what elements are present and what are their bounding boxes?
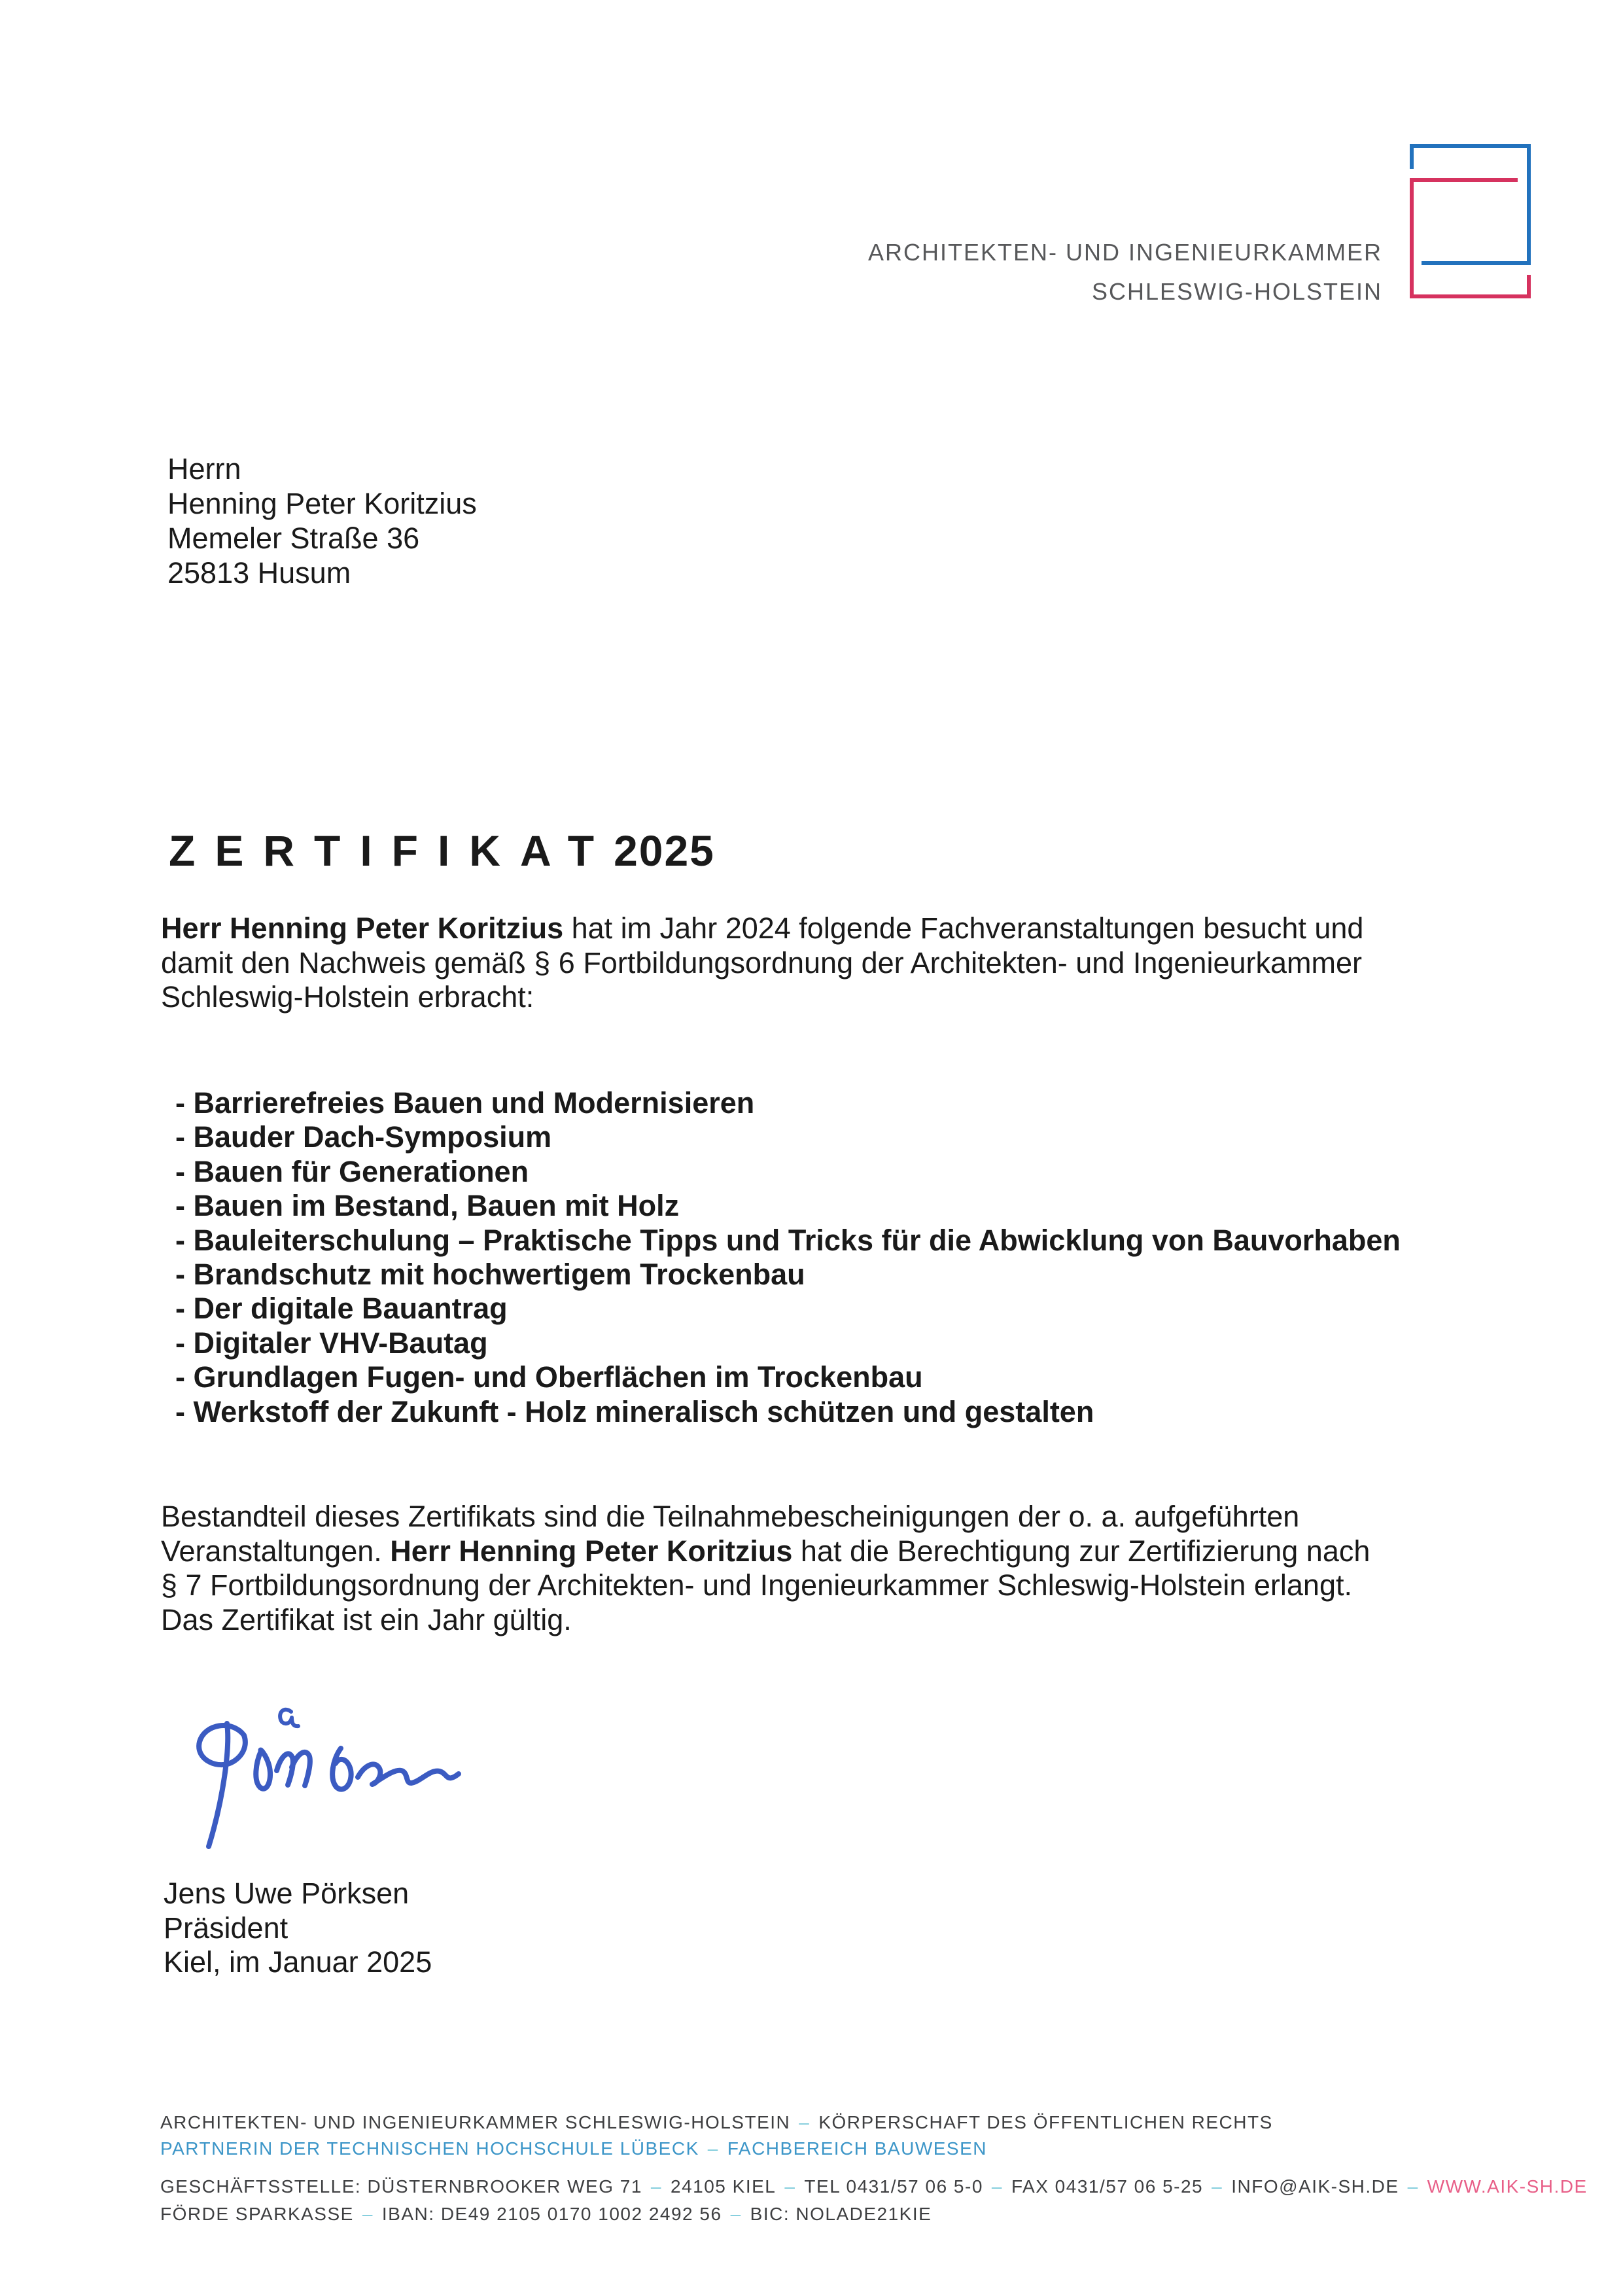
event-item: - Bauleiterschulung – Praktische Tipps und Tricks für die Abwicklung von Bauvorhaben bbox=[175, 1223, 1401, 1257]
event-item: - Bauen im Bestand, Bauen mit Holz bbox=[175, 1189, 680, 1223]
recipient-address bbox=[167, 451, 477, 590]
footer-org-name: ARCHITEKTEN- UND INGENIEURKAMMER SCHLESWIG-HOLSTEIN bbox=[160, 2112, 791, 2132]
event-item: - Brandschutz mit hochwertigem Trockenbau bbox=[175, 1258, 805, 1292]
closing-line4: Das Zertifikat ist ein Jahr gültig. bbox=[161, 1602, 572, 1636]
event-item: - Barrierefreies Bauen und Modernisieren bbox=[175, 1086, 755, 1120]
footer-line-org bbox=[160, 2112, 1273, 2133]
logo-red-rectangle bbox=[1412, 180, 1529, 296]
footer-office-city: 24105 KIEL bbox=[671, 2176, 777, 2197]
signature-humps bbox=[277, 1752, 310, 1786]
signature-descender bbox=[209, 1723, 228, 1846]
footer-website: WWW.AIK-SH.DE bbox=[1427, 2176, 1588, 2197]
closing-line2 bbox=[161, 1534, 1370, 1569]
closing-line2-rest: hat die Berechtigung zur Zertifizierung nach bbox=[792, 1534, 1370, 1568]
signature-image bbox=[193, 1701, 474, 1862]
footer-partner-dept: FACHBEREICH BAUWESEN bbox=[727, 2138, 987, 2159]
footer-separator: – bbox=[799, 2112, 811, 2132]
footer-email: INFO@AIK-SH.DE bbox=[1231, 2176, 1399, 2197]
event-list bbox=[175, 1086, 1401, 1429]
signer-place-date: Kiel, im Januar 2025 bbox=[164, 1945, 432, 1979]
event-item: - Bauen für Generationen bbox=[175, 1154, 529, 1188]
signature-s-loop bbox=[332, 1748, 351, 1790]
footer-fax: FAX 0431/57 06 5-25 bbox=[1011, 2176, 1204, 2197]
intro-line1 bbox=[161, 911, 1363, 946]
footer-org-type: KÖRPERSCHAFT DES ÖFFENTLICHEN RECHTS bbox=[818, 2112, 1273, 2132]
footer-separator: – bbox=[650, 2176, 662, 2197]
footer-separator: – bbox=[362, 2204, 374, 2224]
footer-separator: – bbox=[991, 2176, 1003, 2197]
org-name bbox=[868, 233, 1382, 311]
address-street: Memeler Straße 36 bbox=[167, 521, 420, 555]
footer-partner-text: PARTNERIN DER TECHNISCHEN HOCHSCHULE LÜBECK bbox=[160, 2138, 699, 2159]
logo-blue-rectangle bbox=[1412, 146, 1529, 263]
closing-line3: § 7 Fortbildungsordnung der Architekten- und Ingenieurkammer Schleswig-Holstein erlangt. bbox=[161, 1568, 1352, 1602]
address-name: Henning Peter Koritzius bbox=[167, 487, 477, 520]
intro-line3: Schleswig-Holstein erbracht: bbox=[161, 980, 534, 1014]
intro-line2: damit den Nachweis gemäß § 6 Fortbildungsordnung der Architekten- und Ingenieurkammer bbox=[161, 945, 1362, 980]
org-name-line2: SCHLESWIG-HOLSTEIN bbox=[1091, 278, 1382, 305]
footer-separator: – bbox=[784, 2176, 796, 2197]
signer-role: Präsident bbox=[164, 1911, 288, 1945]
org-name-line1: ARCHITEKTEN- UND INGENIEURKAMMER bbox=[867, 239, 1382, 266]
event-item: - Bauder Dach-Symposium bbox=[175, 1120, 552, 1154]
footer-separator: – bbox=[730, 2204, 742, 2224]
address-salutation: Herrn bbox=[167, 452, 241, 486]
intro-line1-rest: hat im Jahr 2024 folgende Fachveranstaltungen besucht und bbox=[563, 911, 1364, 945]
event-item: - Der digitale Bauantrag bbox=[175, 1292, 508, 1326]
intro-holder-name: Herr Henning Peter Koritzius bbox=[161, 911, 564, 945]
footer-phone: TEL 0431/57 06 5-0 bbox=[804, 2176, 983, 2197]
event-item: - Digitaler VHV-Bautag bbox=[175, 1326, 488, 1360]
title-year: 2025 bbox=[614, 826, 715, 875]
footer-iban: IBAN: DE49 2105 0170 1002 2492 56 bbox=[381, 2204, 722, 2224]
certificate-title bbox=[169, 826, 715, 875]
org-logo-icon bbox=[1405, 140, 1536, 304]
closing-paragraph bbox=[161, 1500, 1370, 1637]
signature-tail bbox=[358, 1764, 459, 1784]
footer-bic: BIC: NOLADE21KIE bbox=[750, 2204, 932, 2224]
intro-paragraph bbox=[161, 911, 1363, 1015]
footer-office-address: GESCHÄFTSSTELLE: DÜSTERNBROOKER WEG 71 bbox=[160, 2176, 642, 2197]
closing-line1: Bestandteil dieses Zertifikats sind die Teilnahmebescheinigungen der o. a. aufgeführten bbox=[161, 1500, 1300, 1533]
footer-line-partner bbox=[160, 2138, 987, 2159]
title-word: ZERTIFIKAT bbox=[169, 826, 614, 875]
footer-bank-name: FÖRDE SPARKASSE bbox=[160, 2204, 354, 2224]
footer-separator: – bbox=[1212, 2176, 1223, 2197]
event-item: - Grundlagen Fugen- und Oberflächen im Trockenbau bbox=[175, 1360, 923, 1394]
footer-line-bank bbox=[160, 2204, 932, 2225]
signer-block bbox=[164, 1877, 432, 1980]
closing-holder-name: Herr Henning Peter Koritzius bbox=[390, 1534, 793, 1568]
signer-name: Jens Uwe Pörksen bbox=[164, 1877, 410, 1910]
signature-p-loop bbox=[199, 1725, 245, 1765]
address-city: 25813 Husum bbox=[167, 556, 351, 590]
footer-separator: – bbox=[707, 2138, 719, 2159]
closing-line2-pre: Veranstaltungen. bbox=[161, 1534, 391, 1568]
signature-o-loop bbox=[256, 1750, 270, 1789]
footer-line-contact bbox=[160, 2176, 1588, 2197]
footer-separator: – bbox=[1407, 2176, 1419, 2197]
event-item: - Werkstoff der Zukunft - Holz mineralisch schützen und gestalten bbox=[175, 1394, 1094, 1428]
signature-umlaut-mark bbox=[280, 1710, 298, 1726]
